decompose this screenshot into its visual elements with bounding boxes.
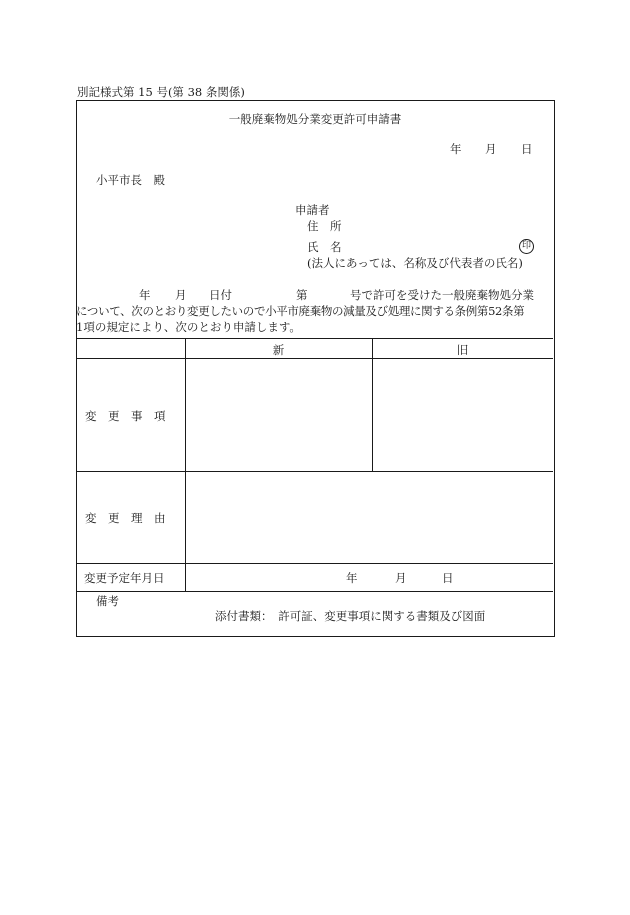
table-label-column-border bbox=[185, 338, 186, 591]
table-reason-border bbox=[77, 563, 553, 564]
body-month: 月 bbox=[175, 288, 187, 302]
scheduled-day: 日 bbox=[442, 571, 454, 585]
column-header-new: 新 bbox=[272, 343, 285, 357]
form-number-label: 別記様式第 15 号(第 38 条関係) bbox=[77, 85, 245, 99]
body-date-suffix: 日付 bbox=[209, 288, 232, 302]
date-day: 日 bbox=[521, 142, 533, 156]
row-label-scheduled-date: 変更予定年月日 bbox=[84, 571, 165, 585]
remarks-label: 備考 bbox=[96, 594, 119, 608]
body-line3: 1項の規定により、次のとおり申請します。 bbox=[76, 320, 301, 334]
form-title: 一般廃棄物処分業変更許可申請書 bbox=[228, 112, 402, 126]
scheduled-year: 年 bbox=[346, 571, 358, 585]
table-header-border bbox=[77, 358, 553, 359]
row-label-change-reason: 変 更 理 由 bbox=[85, 511, 166, 525]
applicant-label: 申請者 bbox=[295, 203, 330, 217]
body-number-prefix: 第 bbox=[296, 288, 308, 302]
body-line2: について、次のとおり変更したいので小平市廃棄物の減量及び処理に関する条例第52条第 bbox=[76, 304, 525, 318]
row-label-change-items: 変 更 事 項 bbox=[85, 409, 166, 423]
table-top-border bbox=[77, 338, 553, 339]
attachments-note: 添付書類： 許可証、変更事項に関する書類及び図面 bbox=[215, 609, 486, 623]
body-line1-tail: 号で許可を受けた一般廃棄物処分業 bbox=[350, 288, 534, 302]
name-label: 氏 名 bbox=[307, 240, 342, 254]
date-month: 月 bbox=[485, 142, 497, 156]
table-items-border bbox=[77, 471, 553, 472]
address-label: 住 所 bbox=[307, 219, 342, 233]
body-year: 年 bbox=[139, 288, 151, 302]
date-year: 年 bbox=[450, 142, 462, 156]
scheduled-month: 月 bbox=[395, 571, 407, 585]
corporate-note: (法人にあっては、名称及び代表者の氏名) bbox=[307, 256, 523, 270]
table-date-border bbox=[77, 591, 553, 592]
application-form bbox=[76, 100, 555, 637]
seal-icon: 印 bbox=[519, 239, 534, 254]
addressee: 小平市長 殿 bbox=[96, 173, 165, 187]
column-header-old: 旧 bbox=[456, 343, 469, 357]
